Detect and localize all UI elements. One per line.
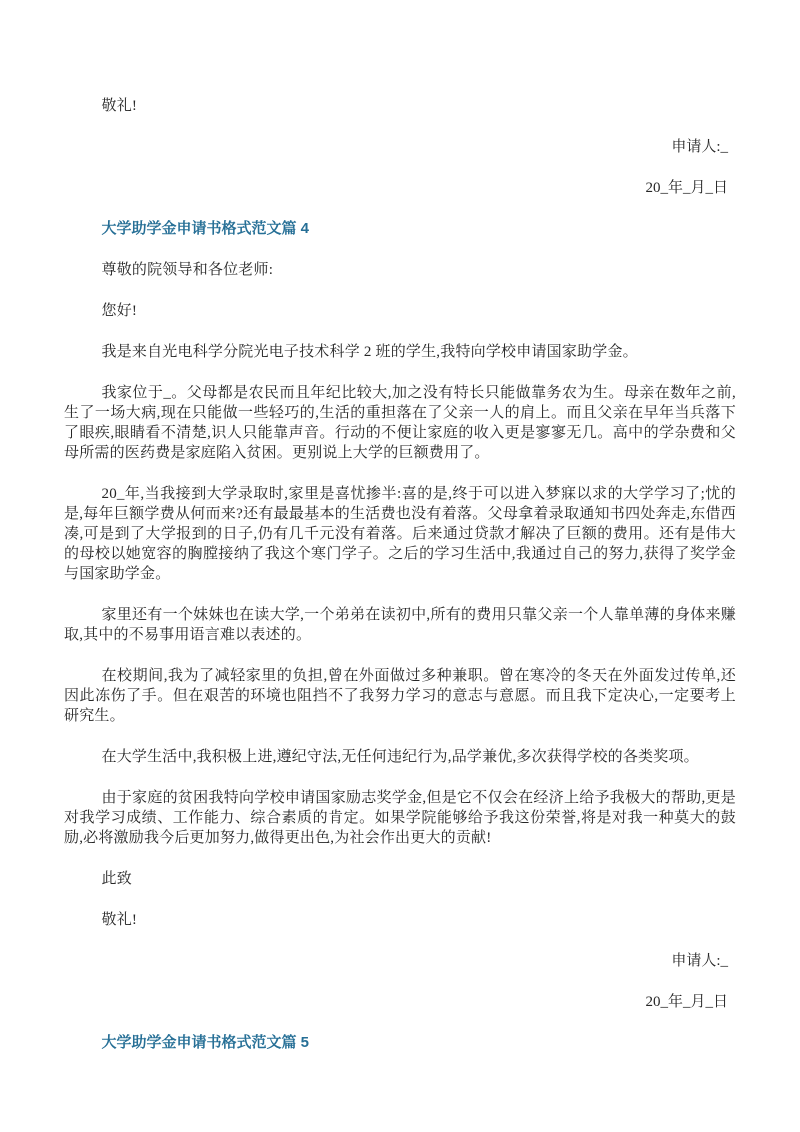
body-paragraph: 我是来自光电科学分院光电子技术科学 2 班的学生,我特向学校申请国家助学金。 xyxy=(101,344,638,360)
date-signature: 20_年_月_日 xyxy=(645,994,728,1010)
greeting: 您好! xyxy=(101,303,138,319)
closing-salute: 敬礼! xyxy=(101,912,138,928)
applicant-signature: 申请人:_ xyxy=(671,953,728,969)
date-signature: 20_年_月_日 xyxy=(645,180,728,196)
body-paragraph: 在大学生活中,我积极上进,遵纪守法,无任何违纪行为,品学兼优,多次获得学校的各类奖项。 xyxy=(101,749,699,765)
closing-salute: 敬礼! xyxy=(101,98,138,114)
body-paragraph: 家里还有一个妹妹也在读大学,一个弟弟在读初中,所有的费用只靠父亲一个人靠单薄的身体来赚取,其中的不易事用语言难以表述的。 xyxy=(64,607,736,643)
body-paragraph: 我家位于_。父母都是农民而且年纪比较大,加之没有特长只能做靠务农为生。母亲在数年之前,生了一场大病,现在只能做一些轻巧的,生活的重担落在了父亲一人的肩上。而且父亲在早年当兵落下了眼疾,眼睛看不清楚,识人只能靠声音。行动的不便让家庭的收入更是寥寥无几。高中的学杂费和父母所需的医药费是家庭陷入贫困。更别说上大学的巨额费用了。 xyxy=(64,385,736,461)
section-heading-4: 大学助学金申请书格式范文篇 4 xyxy=(101,220,310,237)
salutation: 尊敬的院领导和各位老师: xyxy=(101,262,274,278)
body-paragraph: 在校期间,我为了减轻家里的负担,曾在外面做过多种兼职。曾在寒冷的冬天在外面发过传单,还因此冻伤了手。但在艰苦的环境也阻挡不了我努力学习的意志与意愿。而且我下定决心,一定要考上研究生。 xyxy=(64,668,736,724)
applicant-signature: 申请人:_ xyxy=(671,139,728,155)
closing-cizhi: 此致 xyxy=(101,871,132,887)
section-heading-5: 大学助学金申请书格式范文篇 5 xyxy=(101,1034,310,1051)
body-paragraph: 20_年,当我接到大学录取时,家里是喜忧掺半:喜的是,终于可以进入梦寐以求的大学学习了;忧的是,每年巨额学费从何而来?还有最最基本的生活费也没有着落。父母拿着录取通知书四处奔走,东借西凑,可是到了大学报到的日子,仍有几千元没有着落。后来通过贷款才解决了巨额的费用。还有是伟大的母校以她宽容的胸膛接纳了我这个寒门学子。之后的学习生活中,我通过自己的努力,获得了奖学金与国家助学金。 xyxy=(64,486,736,582)
body-paragraph: 由于家庭的贫困我特向学校申请国家励志奖学金,但是它不仅会在经济上给予我极大的帮助,更是对我学习成绩、工作能力、综合素质的肯定。如果学院能够给予我这份荣誉,将是对我一种莫大的鼓励,必将激励我今后更加努力,做得更出色,为社会作出更大的贡献! xyxy=(64,790,736,846)
